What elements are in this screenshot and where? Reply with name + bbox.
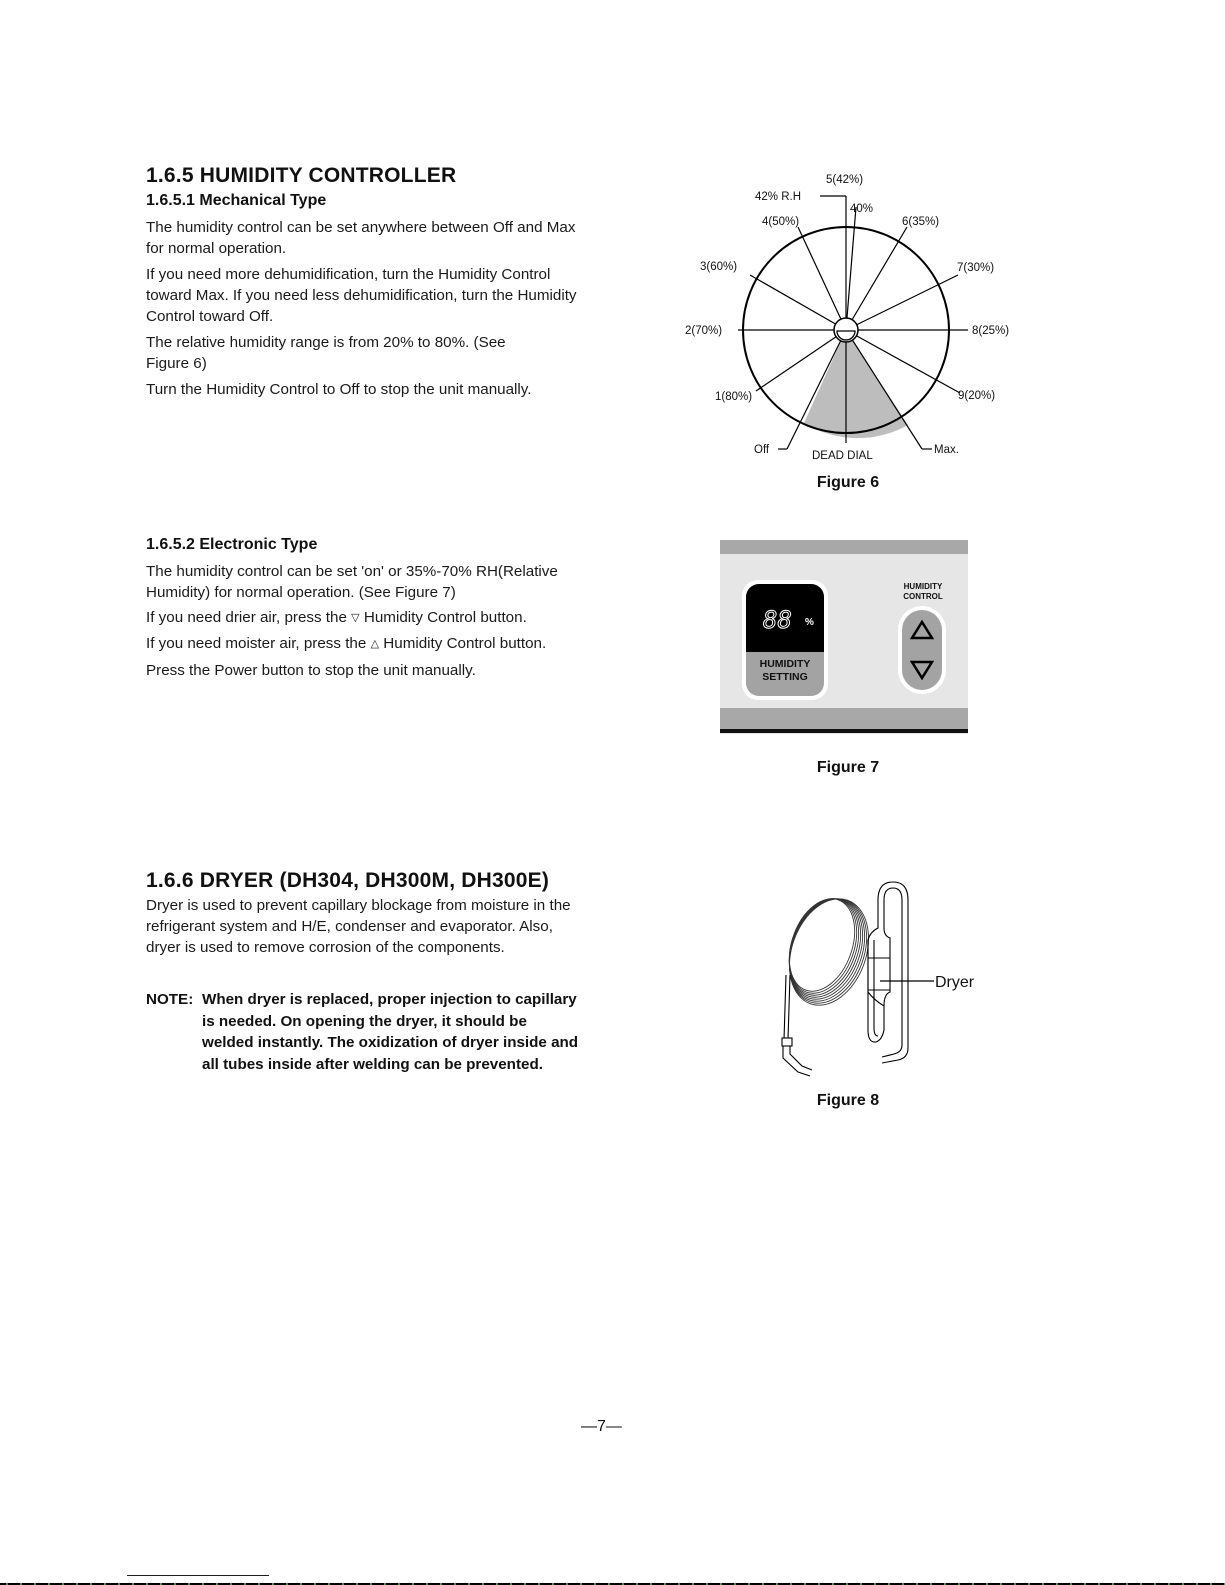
dial-label-4: 4(50%) <box>762 216 800 228</box>
up-triangle-icon: △ <box>370 638 380 650</box>
humidity-control-label <box>888 582 958 602</box>
label-line: SETTING <box>762 671 808 683</box>
section-title-dryer: 1.6.6 DRYER (DH304, DH300M, DH300E) <box>146 869 550 892</box>
dial-label-5: 5(42%) <box>826 174 864 186</box>
note-body: When dryer is replaced, proper injection to capillary is needed. On opening the dryer, it should be welded instantly. The oxidization of dryer inside and all tubes inside after welding can be prevented. <box>202 991 579 1073</box>
humidity-dial-diagram <box>670 165 1020 475</box>
paragraph: Press the Power button to stop the unit manually. <box>146 662 476 679</box>
dial-label-max: Max. <box>934 444 959 456</box>
paragraph: The relative humidity range is from 20% to 80%. (See Figure 6) <box>146 334 506 372</box>
dryer-body: Dryer is used to prevent capillary blockage from moisture in the refrigerant system and H/E, condenser and evaporator. Also, dryer is used to remove corrosion of the components. <box>146 897 571 956</box>
panel-bottom-strip <box>720 708 968 730</box>
figure-6-caption: Figure 6 <box>816 474 880 491</box>
dial-label-rh: 42% R.H <box>755 191 802 203</box>
section-title-humidity-controller: 1.6.5 HUMIDITY CONTROLLER <box>146 164 457 187</box>
label-line: HUMIDITY <box>759 658 811 670</box>
paragraph: If you need more dehumidification, turn the Humidity Control toward Max. If you need less dehumidification, turn the Humidity Control toward Off. <box>146 266 577 325</box>
dial-label-8: 8(25%) <box>972 325 1010 337</box>
lcd-screen <box>746 584 824 652</box>
down-triangle-icon: ▽ <box>351 612 360 624</box>
dial-label-1: 1(80%) <box>715 391 753 403</box>
panel-top-strip <box>720 540 968 554</box>
label-line: CONTROL <box>903 592 943 601</box>
dial-label-3: 3(60%) <box>700 261 738 273</box>
page-number: —7— <box>581 1418 622 1435</box>
lcd-value: 88 <box>763 606 792 634</box>
note-label: NOTE: <box>146 991 194 1008</box>
electronic-body <box>146 561 586 681</box>
mechanical-body <box>146 217 586 400</box>
control-button-body <box>902 610 942 690</box>
dryer-note <box>146 989 586 1075</box>
dial-label-7: 7(30%) <box>957 262 995 274</box>
paragraph <box>146 607 586 629</box>
text: If you need moister air, press the <box>146 635 367 652</box>
text: If you need drier air, press the <box>146 609 347 626</box>
humidity-up-button[interactable] <box>910 620 934 640</box>
dial-label-2: 2(70%) <box>685 325 723 337</box>
paragraph: The humidity control can be set anywhere between Off and Max for normal operation. <box>146 219 576 257</box>
text: Humidity Control button. <box>363 609 527 626</box>
control-button-bezel <box>898 606 946 694</box>
dial-label-40: 40% <box>850 203 874 215</box>
subsection-title-mechanical: 1.6.5.1 Mechanical Type <box>146 192 327 209</box>
paragraph: Turn the Humidity Control to Off to stop the unit manually. <box>146 381 532 398</box>
panel-edge <box>720 729 968 733</box>
display-bezel <box>742 580 828 700</box>
humidity-setting-display <box>746 584 824 696</box>
figure-7-caption: Figure 7 <box>816 759 880 776</box>
dryer-label: Dryer <box>935 974 975 991</box>
figure-8-caption: Figure 8 <box>816 1092 880 1109</box>
dial-label-off: Off <box>754 444 770 456</box>
dial-label-9: 9(20%) <box>958 390 996 402</box>
paragraph: The humidity control can be set 'on' or 35%-70% RH(Relative Humidity) for normal operation. (See Figure 7) <box>146 563 558 601</box>
humidity-down-button[interactable] <box>910 660 934 680</box>
dial-label-dead-dial: DEAD DIAL <box>812 450 873 462</box>
lcd-unit: % <box>805 617 814 628</box>
control-panel-illustration <box>720 540 968 734</box>
label-line: HUMIDITY <box>903 582 943 591</box>
dial-label-6: 6(35%) <box>902 216 940 228</box>
text: Humidity Control button. <box>383 635 547 652</box>
subsection-title-electronic: 1.6.5.2 Electronic Type <box>146 536 318 553</box>
humidity-setting-label <box>746 658 824 684</box>
dryer-capillary-diagram <box>750 880 990 1090</box>
bottom-link-underline <box>127 1575 269 1576</box>
paragraph <box>146 633 556 655</box>
